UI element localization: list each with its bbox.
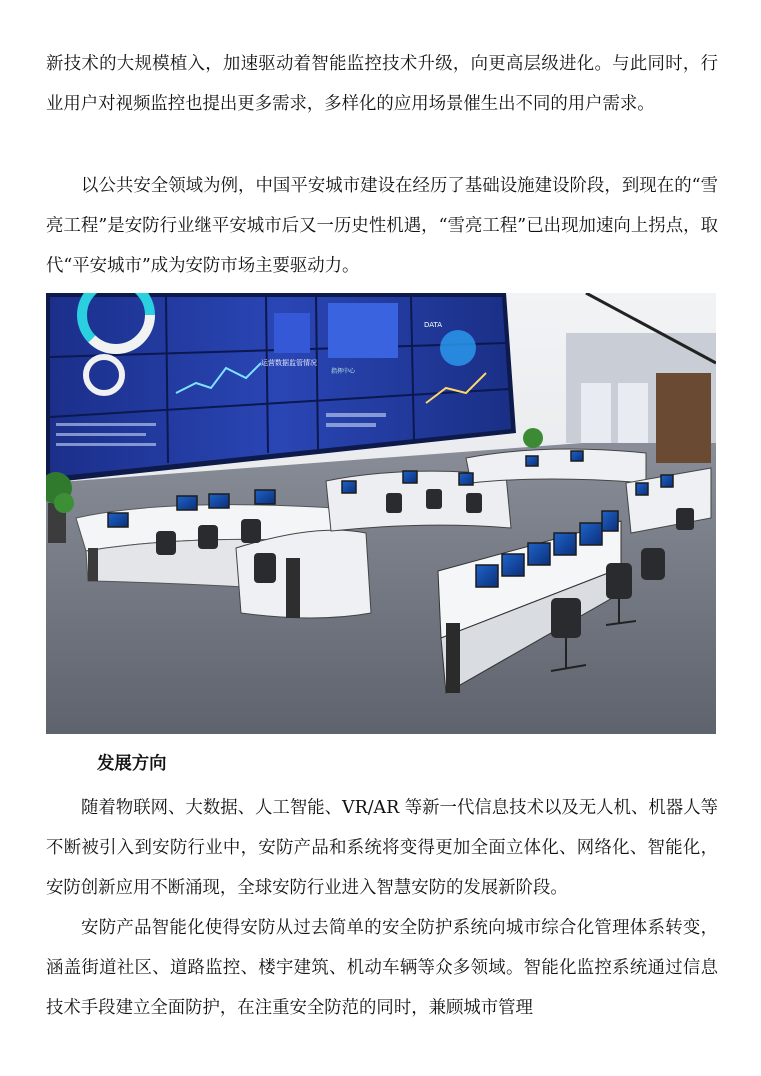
screen-label-data: DATA bbox=[424, 321, 443, 329]
paragraph-intelligence: 安防产品智能化使得安防从过去简单的安全防护系统向城市综合化管理体系转变，涵盖街道社区、道路监控、楼宇建筑、机动车辆等众多领域。智能化监控系统通过信息技术手段建立全面防护，在注重安全防范的同时，兼顾城市管理 bbox=[46, 918, 718, 1018]
paragraph-intro: 新技术的大规模植入，加速驱动着智能监控技术升级，向更高层级进化。与此同时，行业用户对视频监控也提出更多需求，多样化的应用场景催生出不同的用户需求。 bbox=[46, 54, 718, 114]
screen-label-ops: 运营数据监管情况 bbox=[261, 359, 317, 367]
section-heading: 发展方向 bbox=[97, 754, 167, 774]
paragraph-public-safety: 以公共安全领域为例，中国平安城市建设在经历了基础设施建设阶段，到现在的“雪亮工程”是安防行业继平安城市后又一历史性机遇，“雪亮工程”已出现加速向上拐点，取代“平安城市”成为安防市场主要驱动力。 bbox=[46, 176, 718, 276]
screen-label-center: 指挥中心 bbox=[331, 368, 356, 375]
control-room-photo bbox=[46, 293, 716, 734]
paragraph-tech-trends: 随着物联网、大数据、人工智能、VR/AR 等新一代信息技术以及无人机、机器人等不断被引入到安防行业中，安防产品和系统将变得更加全面立体化、网络化、智能化，安防创新应用不断涌现，全球安防行业进入智慧安防的发展新阶段。 bbox=[46, 798, 718, 898]
